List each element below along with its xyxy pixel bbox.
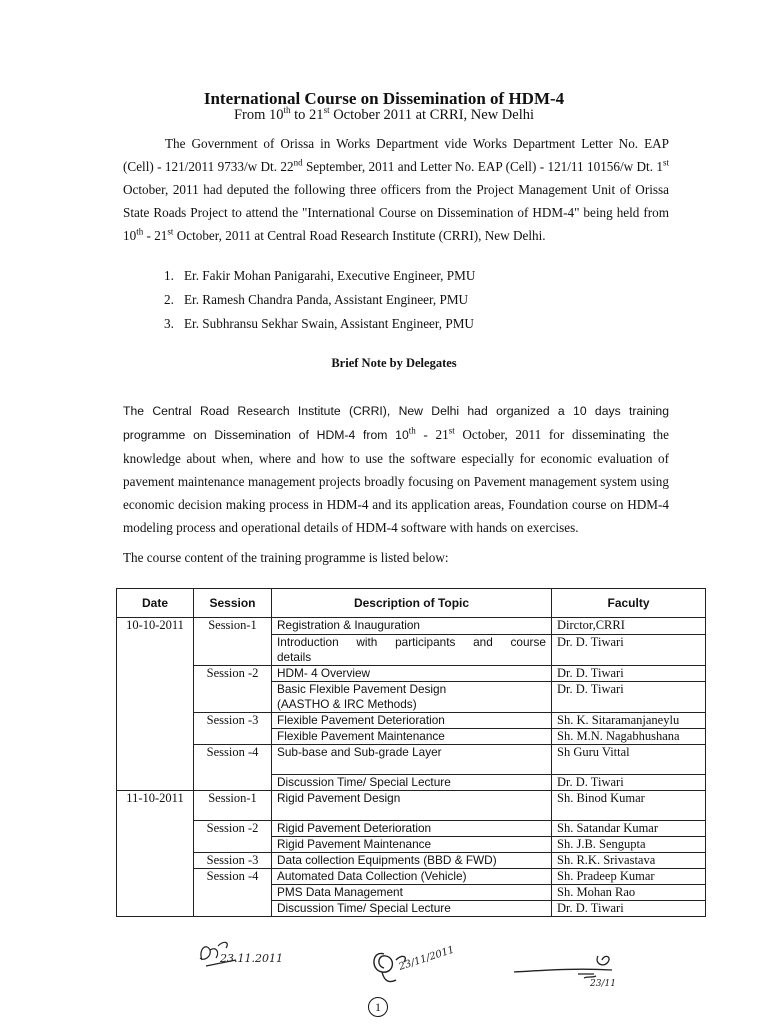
header-topic: Description of Topic xyxy=(272,589,552,618)
document-title: International Course on Dissemination of HDM-4 xyxy=(203,89,565,108)
faculty-cell: Dr. D. Tiwari xyxy=(552,682,706,713)
faculty-cell: Dr. D. Tiwari xyxy=(552,666,706,682)
faculty-cell: Sh. Binod Kumar xyxy=(552,791,706,821)
header-faculty: Faculty xyxy=(552,589,706,618)
course-table xyxy=(116,588,706,917)
table-row xyxy=(117,869,706,885)
table-header-row xyxy=(117,589,706,618)
topic-cell: Flexible Pavement Maintenance xyxy=(272,729,552,745)
svg-text:23.11.2011: 23.11.2011 xyxy=(220,952,283,965)
list-item: 1. Er. Fakir Mohan Panigarahi, Executive Engineer, PMU xyxy=(164,268,476,283)
table-row xyxy=(117,666,706,682)
date-cell: 10-10-2011 xyxy=(117,618,194,791)
header-session: Session xyxy=(194,589,272,618)
svg-text:23/11: 23/11 xyxy=(590,979,616,989)
officer-list xyxy=(164,264,475,336)
topic-cell: Automated Data Collection (Vehicle) xyxy=(272,869,552,885)
session-cell: Session -3 xyxy=(194,713,272,745)
topic-cell: Rigid Pavement Design xyxy=(272,791,552,821)
topic-cell: Introduction with participants and course details xyxy=(272,635,552,666)
table-row xyxy=(117,713,706,729)
table-row xyxy=(117,745,706,775)
topic-cell: Discussion Time/ Special Lecture xyxy=(272,901,552,917)
list-item: 3. Er. Subhransu Sekhar Swain, Assistant Engineer, PMU xyxy=(164,316,474,331)
faculty-cell: Dr. D. Tiwari xyxy=(552,635,706,666)
session-cell: Session -2 xyxy=(194,821,272,853)
topic-cell: Flexible Pavement Deterioration xyxy=(272,713,552,729)
svg-text:23/11/2011: 23/11/2011 xyxy=(397,944,456,973)
topic-cell: Registration & Inauguration xyxy=(272,618,552,635)
list-item: 2. Er. Ramesh Chandra Panda, Assistant Engineer, PMU xyxy=(164,292,469,307)
header-date: Date xyxy=(117,589,194,618)
faculty-cell: Dr. D. Tiwari xyxy=(552,775,706,791)
session-cell: Session-1 xyxy=(194,791,272,821)
faculty-cell: Sh. Pradeep Kumar xyxy=(552,869,706,885)
faculty-cell: Dr. D. Tiwari xyxy=(552,901,706,917)
table-row xyxy=(117,853,706,869)
faculty-cell: Sh. M.N. Nagabhushana xyxy=(552,729,706,745)
document-subtitle: From 10th to 21st October 2011 at CRRI, New Delhi xyxy=(233,105,535,123)
faculty-cell: Dirctor,CRRI xyxy=(552,618,706,635)
section-heading: Brief Note by Delegates xyxy=(331,356,457,370)
signature-3 xyxy=(508,950,626,990)
session-cell: Session -4 xyxy=(194,869,272,917)
table-intro: The course content of the training programme is listed below: xyxy=(123,550,449,565)
signature-2 xyxy=(366,940,466,992)
faculty-cell: Sh. K. Sitaramanjaneylu xyxy=(552,713,706,729)
topic-cell: Rigid Pavement Deterioration xyxy=(272,821,552,837)
session-cell: Session-1 xyxy=(194,618,272,666)
session-cell: Session -2 xyxy=(194,666,272,713)
topic-cell: Discussion Time/ Special Lecture xyxy=(272,775,552,791)
topic-cell: Rigid Pavement Maintenance xyxy=(272,837,552,853)
topic-cell: Basic Flexible Pavement Design (AASTHO & IRC Methods) xyxy=(272,682,552,713)
table-row xyxy=(117,618,706,635)
faculty-cell: Sh. Mohan Rao xyxy=(552,885,706,901)
topic-cell: HDM- 4 Overview xyxy=(272,666,552,682)
topic-cell: Sub-base and Sub-grade Layer xyxy=(272,745,552,775)
faculty-cell: Sh Guru Vittal xyxy=(552,745,706,775)
topic-cell: Data collection Equipments (BBD & FWD) xyxy=(272,853,552,869)
faculty-cell: Sh. J.B. Sengupta xyxy=(552,837,706,853)
intro-paragraph: The Government of Orissa in Works Department vide Works Department Letter No. EAP (Cell) - 121/2011 9733/w Dt. 22nd September, 2011 and Letter No. EAP (Cell) - 121/11 10156/w Dt. 1st October, 2011 had deputed the following three officers from the Project Management Unit of Orissa State Roads Project to attend the "International Course on Dissemination of HDM-4" being held from 10th - 21st October, 2011 at Central Road Research Institute (CRRI), New Delhi. xyxy=(123,136,669,243)
table-row xyxy=(117,821,706,837)
brief-paragraph: The Central Road Research Institute (CRRI), New Delhi had organized a 10 days training programme on Dissemination of HDM-4 from 10th - 21st October, 2011 for disseminating the knowledge about when, where and how to use the software especially for economic evaluation of pavement maintenance management projects broadly focusing on Pavement management system using economic decision making process in HDM-4 and its application areas, Foundation course on HDM-4 modeling process and operational details of HDM-4 software with hands on exercises. xyxy=(123,404,669,535)
faculty-cell: Sh. Satandar Kumar xyxy=(552,821,706,837)
page-number: 1 xyxy=(368,997,388,1017)
session-cell: Session -4 xyxy=(194,745,272,791)
date-cell: 11-10-2011 xyxy=(117,791,194,917)
signature-1 xyxy=(196,936,296,970)
table-row xyxy=(117,791,706,821)
session-cell: Session -3 xyxy=(194,853,272,869)
topic-cell: PMS Data Management xyxy=(272,885,552,901)
faculty-cell: Sh. R.K. Srivastava xyxy=(552,853,706,869)
